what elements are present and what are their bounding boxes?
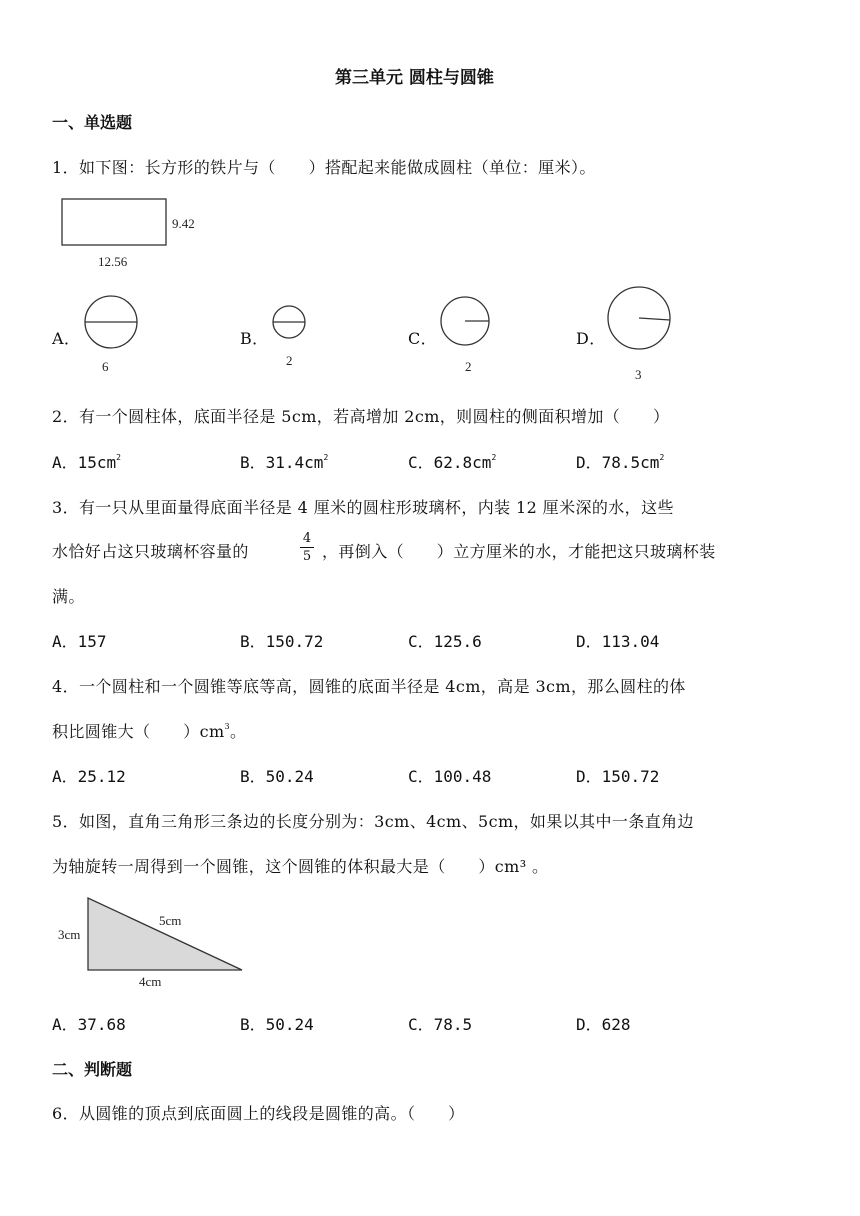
- q1-option-b-letter[interactable]: B．: [240, 329, 269, 348]
- q4-option-d[interactable]: D．150.72: [576, 767, 660, 786]
- q4-option-a[interactable]: A．25.12: [52, 767, 126, 786]
- q3-option-c[interactable]: C．125.6: [408, 632, 482, 651]
- circle-b-label: 2: [286, 353, 293, 368]
- iron-sheet-rectangle: [62, 199, 166, 245]
- page-title: 第三单元 圆柱与圆锥: [335, 68, 494, 88]
- q2-option-d[interactable]: D．$78.5cm^2$: [576, 453, 665, 472]
- right-triangle: [88, 898, 242, 970]
- question-4-line-1: 4．一个圆柱和一个圆锥等底等高，圆锥的底面半径是 4cm，高是 3cm，那么圆柱的体: [52, 677, 686, 696]
- triangle-base-label: 4cm: [139, 974, 162, 989]
- q5-option-d[interactable]: D．628: [576, 1015, 631, 1034]
- question-3-line-2b: ，再倒入（ ）立方厘米的水，才能把这只玻璃杯装: [322, 542, 716, 561]
- q1-option-c-letter[interactable]: C．: [408, 329, 438, 348]
- triangle-vertical-side-label: 3cm: [58, 927, 81, 942]
- rect-height-label: 9.42: [172, 216, 195, 231]
- q2-option-c[interactable]: C．$62.8cm^2$: [408, 453, 497, 472]
- question-3-line-2a: 水恰好占这只玻璃杯容量的: [52, 542, 249, 561]
- circle-a-label: 6: [102, 359, 109, 374]
- fraction-numerator: 4: [302, 531, 312, 546]
- circle-c-label: 2: [465, 359, 472, 374]
- q2-option-b[interactable]: B．$31.4cm^2$: [240, 453, 329, 472]
- question-2-text: 2．有一个圆柱体，底面半径是 5cm，若高增加 2cm，则圆柱的侧面积增加（ ）: [52, 407, 670, 426]
- q4-option-b[interactable]: B．50.24: [240, 767, 314, 786]
- q1-option-d-letter[interactable]: D．: [576, 329, 606, 348]
- circle-d-label: 3: [635, 367, 642, 382]
- q5-option-a[interactable]: A．37.68: [52, 1015, 126, 1034]
- question-5-line-1: 5．如图，直角三角形三条边的长度分别为：3cm、4cm、5cm，如果以其中一条直角边: [52, 812, 694, 831]
- q5-option-b[interactable]: B．50.24: [240, 1015, 314, 1034]
- triangle-hypotenuse-label: 5cm: [159, 913, 182, 928]
- q5-option-c[interactable]: C．78.5: [408, 1015, 473, 1034]
- circle-d-radius: [639, 318, 670, 320]
- question-3-line-1: 3．有一只从里面量得底面半径是 4 厘米的圆柱形玻璃杯，内装 12 厘米深的水，这些: [52, 498, 674, 517]
- q3-option-d[interactable]: D．113.04: [576, 632, 660, 651]
- question-1-text: 1．如下图：长方形的铁片与（ ）搭配起来能做成圆柱（单位：厘米）。: [52, 158, 596, 177]
- q4-option-c[interactable]: C．100.48: [408, 767, 492, 786]
- fraction-denominator: 5: [302, 549, 312, 564]
- section-heading-single-choice: 一、单选题: [52, 113, 133, 132]
- question-6-text: 6．从圆锥的顶点到底面圆上的线段是圆锥的高。（ ）: [52, 1104, 465, 1123]
- question-4-line-2: 积比圆锥大（ ）$cm^3$。: [52, 722, 247, 741]
- section-heading-true-false: 二、判断题: [52, 1060, 133, 1079]
- q2-option-a[interactable]: A．$15cm^2$: [52, 453, 121, 472]
- q3-option-b[interactable]: B．150.72: [240, 632, 324, 651]
- rect-width-label: 12.56: [98, 254, 128, 269]
- fraction-four-fifths: [300, 531, 314, 564]
- q1-option-a-letter[interactable]: A．: [52, 329, 81, 348]
- question-3-line-3: 满。: [52, 587, 85, 606]
- question-5-line-2: 为轴旋转一周得到一个圆锥，这个圆锥的体积最大是（ ）cm³ 。: [52, 857, 549, 876]
- q3-option-a[interactable]: A．157: [52, 632, 107, 651]
